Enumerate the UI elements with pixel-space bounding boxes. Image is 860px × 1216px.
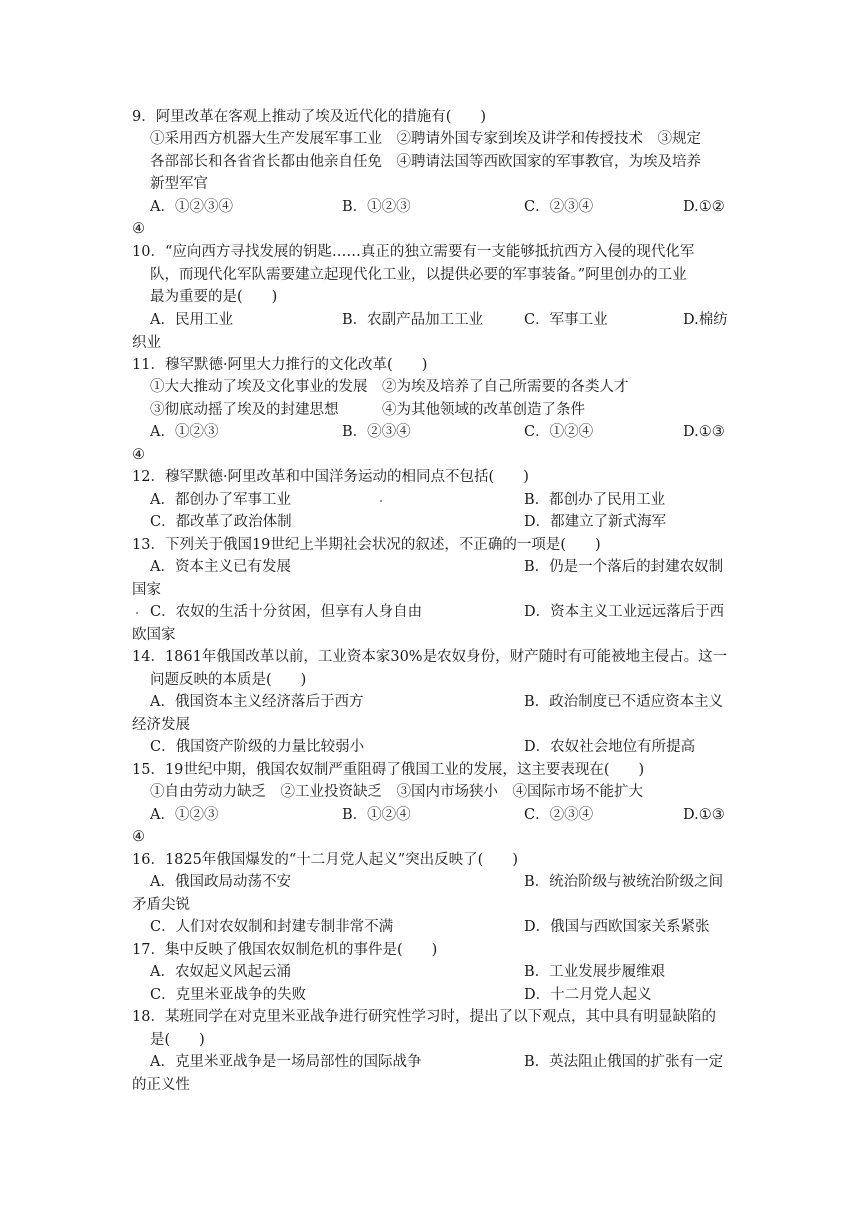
question-11-option-b[interactable]: B．②③④ <box>342 424 411 440</box>
question-18-option-b[interactable]: B．英法阻止俄国的扩张有一定 <box>524 1054 724 1070</box>
question-12-option-c[interactable]: C．都改革了政治体制 <box>150 514 292 530</box>
question-14-stem-line: 问题反映的本质是( ) <box>150 672 307 688</box>
question-14-option-d[interactable]: D．农奴社会地位有所提高 <box>524 739 696 755</box>
question-9-item-line: ①采用西方机器大生产发展军事工业 ②聘请外国专家到埃及讲学和传授技术 ③规定 <box>150 131 701 147</box>
question-16-stem: 16．1825年俄国爆发的“十二月党人起义”突出反映了( ) <box>132 852 518 868</box>
question-10-stem-line: 队，而现代化军队需要建立起现代化工业，以提供必要的军事装备。”阿里创办的工业 <box>150 267 687 283</box>
question-16-option-a[interactable]: A．俄国政局动荡不安 <box>150 874 291 890</box>
question-11-item-line: ③彻底动摇了埃及的封建思想 ④为其他领域的改革创造了条件 <box>150 402 585 418</box>
question-16-option-d[interactable]: D．俄国与西欧国家关系紧张 <box>524 919 710 935</box>
question-11-option-d[interactable]: D.①③ <box>683 424 725 440</box>
question-18-option-b-wrap: 的正义性 <box>132 1077 190 1093</box>
question-11-option-a[interactable]: A．①②③ <box>150 424 219 440</box>
question-11-stem: 11．穆罕默德·阿里大力推行的文化改革( ) <box>132 357 428 373</box>
question-12-option-b[interactable]: B．都创办了民用工业 <box>524 492 666 508</box>
question-10-option-b[interactable]: B．农副产品加工工业 <box>342 312 484 328</box>
question-11-option-c[interactable]: C．①②④ <box>524 424 594 440</box>
question-15-stem: 15．19世纪中期，俄国农奴制严重阻碍了俄国工业的发展，这主要表现在( ) <box>132 762 645 778</box>
question-17-option-a[interactable]: A．农奴起义风起云涌 <box>150 964 291 980</box>
question-14-option-a[interactable]: A．俄国资本主义经济落后于西方 <box>150 694 364 710</box>
question-10-stem-line: 最为重要的是( ) <box>150 289 278 305</box>
question-18-option-a[interactable]: A．克里米亚战争是一场局部性的国际战争 <box>150 1054 422 1070</box>
stray-mark <box>380 500 382 502</box>
question-9-item-line: 新型军官 <box>150 176 208 192</box>
question-14-option-b-wrap: 经济发展 <box>132 717 190 733</box>
question-15-option-d[interactable]: D.①③ <box>683 807 725 823</box>
question-11-item-line: ①大大推动了埃及文化事业的发展 ②为埃及培养了自己所需要的各类人才 <box>150 379 629 395</box>
question-13-option-c[interactable]: C．农奴的生活十分贫困，但享有人身自由 <box>150 604 423 620</box>
question-17-option-c[interactable]: C．克里米亚战争的失败 <box>150 987 307 1003</box>
question-9-option-d[interactable]: D.①② <box>683 199 725 215</box>
question-16-option-b[interactable]: B．统治阶级与被统治阶级之间 <box>524 874 724 890</box>
question-14-option-c[interactable]: C．俄国资产阶级的力量比较弱小 <box>150 739 365 755</box>
question-13-option-b[interactable]: B．仍是一个落后的封建农奴制 <box>524 559 724 575</box>
question-10-stem: 10．“应向西方寻找发展的钥匙……真正的独立需要有一支能够抵抗西方入侵的现代化军 <box>132 244 695 260</box>
question-10-option-d-wrap: 织业 <box>132 335 161 351</box>
question-9-option-a[interactable]: A．①②③④ <box>150 199 233 215</box>
question-13-option-a[interactable]: A．资本主义已有发展 <box>150 559 291 575</box>
question-16-option-c[interactable]: C．人们对农奴制和封建专制非常不满 <box>150 919 394 935</box>
question-9-option-d-wrap: ④ <box>132 221 145 237</box>
question-10-option-a[interactable]: A．民用工业 <box>150 312 233 328</box>
question-14-option-b[interactable]: B．政治制度已不适应资本主义 <box>524 694 724 710</box>
question-10-option-d[interactable]: D.棉纺 <box>683 312 728 328</box>
question-16-option-b-wrap: 矛盾尖锐 <box>132 897 190 913</box>
question-15-option-b[interactable]: B．①②④ <box>342 807 411 823</box>
question-9-option-c[interactable]: C．②③④ <box>524 199 594 215</box>
question-17-stem: 17．集中反映了俄国农奴制危机的事件是( ) <box>132 942 438 958</box>
question-15-option-c[interactable]: C．②③④ <box>524 807 594 823</box>
question-12-option-d[interactable]: D．都建立了新式海军 <box>524 514 667 530</box>
question-15-option-d-wrap: ④ <box>132 829 145 845</box>
question-12-stem: 12．穆罕默德·阿里改革和中国洋务运动的相同点不包括( ) <box>132 469 529 485</box>
question-10-option-c[interactable]: C．军事工业 <box>524 312 608 328</box>
question-15-option-a[interactable]: A．①②③ <box>150 807 219 823</box>
question-18-stem: 18．某班同学在对克里米亚战争进行研究性学习时，提出了以下观点，其中具有明显缺陷的 <box>132 1009 716 1025</box>
question-15-item-line: ①自由劳动力缺乏 ②工业投资缺乏 ③国内市场狭小 ④国际市场不能扩大 <box>150 784 643 800</box>
question-13-option-d[interactable]: D．资本主义工业远远落后于西 <box>524 604 725 620</box>
question-13-stem: 13．下列关于俄国19世纪上半期社会状况的叙述，不正确的一项是( ) <box>132 537 601 553</box>
question-14-stem: 14．1861年俄国改革以前，工业资本家30%是农奴身份，财产随时有可能被地主侵占。这一 <box>132 649 728 665</box>
question-9-item-line: 各部部长和各省省长都由他亲自任免 ④聘请法国等西欧国家的军事教官，为埃及培养 <box>150 154 701 170</box>
question-12-option-a[interactable]: A．都创办了军事工业 <box>150 492 291 508</box>
question-11-option-d-wrap: ④ <box>132 447 145 463</box>
question-13-option-d-wrap: 欧国家 <box>132 627 176 643</box>
question-17-option-b[interactable]: B．工业发展步履维艰 <box>524 964 666 980</box>
question-9-option-b[interactable]: B．①②③ <box>342 199 411 215</box>
stray-mark <box>136 612 138 614</box>
question-13-option-b-wrap: 国家 <box>132 582 161 598</box>
question-18-stem-line: 是( ) <box>150 1032 205 1048</box>
question-17-option-d[interactable]: D．十二月党人起义 <box>524 987 652 1003</box>
question-9-stem: 9．阿里改革在客观上推动了埃及近代化的措施有( ) <box>132 109 487 125</box>
